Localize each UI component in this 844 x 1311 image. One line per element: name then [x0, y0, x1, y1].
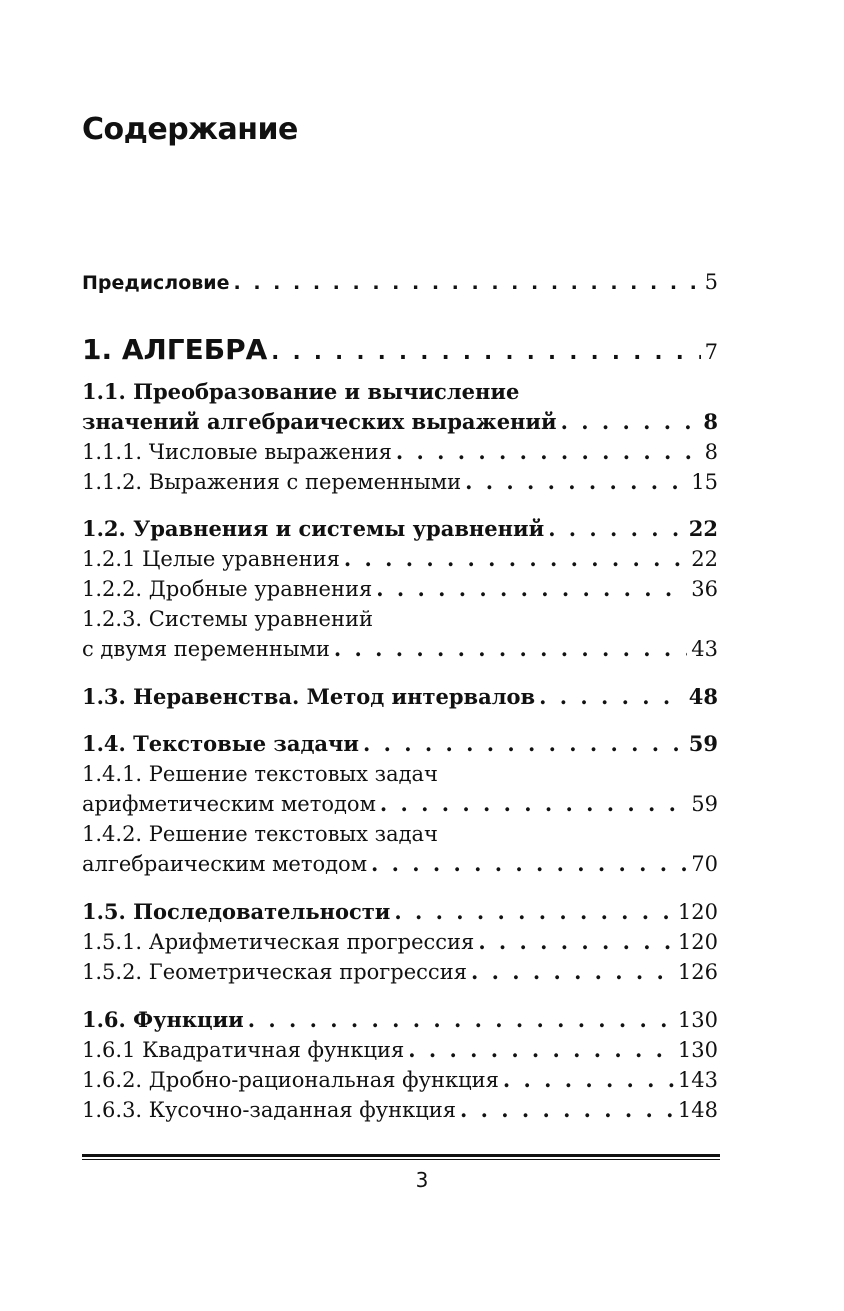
toc-page: 120: [677, 930, 718, 954]
toc-label: 1.2. Уравнения и системы уравнений: [82, 516, 545, 541]
toc-page: 7: [704, 340, 718, 364]
toc-label: 1.6.3. Кусочно-заданная функция: [82, 1098, 456, 1122]
page-title: Содержание: [82, 112, 298, 147]
toc-page: 130: [677, 1038, 718, 1062]
dot-leader: [380, 789, 687, 819]
toc-label-line1: 1.4.2. Решение текстовых задач: [82, 822, 438, 846]
toc-label: 1.4. Текстовые задачи: [82, 731, 359, 756]
toc-label-line1: 1.4.1. Решение текстовых задач: [82, 762, 438, 786]
toc-label: значений алгебраических выражений: [82, 409, 557, 434]
toc-entry-1-6[interactable]: [82, 1005, 718, 1035]
dot-leader: [465, 467, 687, 497]
dot-leader: [408, 1035, 674, 1065]
dot-leader: [248, 1005, 674, 1035]
toc-page: 22: [691, 547, 718, 571]
dot-leader: [471, 957, 674, 987]
toc-page: 22: [688, 516, 718, 541]
toc-page: 130: [677, 1008, 718, 1032]
toc-label: 1.5. Последовательности: [82, 899, 391, 924]
toc-label: 1.2.1 Целые уравнения: [82, 547, 340, 571]
toc-label: 1.2.2. Дробные уравнения: [82, 577, 373, 601]
toc-page: 120: [677, 900, 718, 924]
footer-rule-thin: [82, 1159, 720, 1160]
dot-leader: [334, 634, 687, 664]
toc-page: 8: [703, 409, 718, 434]
toc-label-line1: 1.1. Преобразование и вычисление: [82, 379, 520, 404]
toc-entry-1-2-3[interactable]: [82, 634, 718, 664]
dot-leader: [548, 514, 685, 544]
toc-page: 59: [688, 731, 718, 756]
dot-leader: [503, 1065, 674, 1095]
toc-entry-1-4-2[interactable]: [82, 849, 718, 879]
toc-page: 59: [691, 792, 718, 816]
toc-entry-1-5-1[interactable]: [82, 927, 718, 957]
dot-leader: [394, 897, 674, 927]
toc-label: 1.5.2. Геометрическая прогрессия: [82, 960, 467, 984]
footer-rule-thick: [82, 1154, 720, 1157]
toc-entry-1-3[interactable]: [82, 682, 718, 712]
toc-entry-1-1[interactable]: [82, 407, 718, 437]
toc-entry-preface[interactable]: [82, 267, 718, 297]
toc-page: 36: [691, 577, 718, 601]
dot-leader: [561, 407, 700, 437]
dot-leader: [376, 574, 687, 604]
toc-label: 1.1.2. Выражения с переменными: [82, 470, 462, 494]
toc-label: 1.5.1. Арифметическая прогрессия: [82, 930, 475, 954]
toc-label: 1.3. Неравенства. Метод интервалов: [82, 684, 536, 709]
dot-leader: [478, 927, 674, 957]
toc-entry-1-6-2[interactable]: [82, 1065, 718, 1095]
dot-leader: [396, 437, 701, 467]
dot-leader: [539, 682, 685, 712]
toc-page: 8: [704, 440, 718, 464]
dot-leader: [234, 268, 701, 298]
dot-leader: [460, 1095, 674, 1125]
toc-entry-1-5-2[interactable]: [82, 957, 718, 987]
toc-label: 1.1.1. Числовые выражения: [82, 440, 392, 464]
toc-page: 5: [704, 270, 718, 294]
toc-entry-1-4[interactable]: [82, 729, 718, 759]
toc-entry-1-2-2[interactable]: [82, 574, 718, 604]
toc-label: 1.6. Функции: [82, 1007, 244, 1032]
toc-entry-1-6-1[interactable]: [82, 1035, 718, 1065]
toc-entry-1-6-3[interactable]: [82, 1095, 718, 1125]
toc-entry-1-1-2[interactable]: [82, 467, 718, 497]
toc-entry-1-2-1[interactable]: [82, 544, 718, 574]
toc-page: 148: [677, 1098, 718, 1122]
toc-entry-1-5[interactable]: [82, 897, 718, 927]
toc-entry-1-2[interactable]: [82, 514, 718, 544]
toc-label: 1.6.2. Дробно-рациональная функция: [82, 1068, 499, 1092]
toc-label-line1: 1.2.3. Системы уравнений: [82, 607, 373, 631]
dot-leader: [363, 729, 685, 759]
toc-page: 15: [691, 470, 718, 494]
toc-entry-1-4-1[interactable]: [82, 789, 718, 819]
toc-page: 126: [677, 960, 718, 984]
toc-label: 1. АЛГЕБРА: [82, 333, 268, 366]
toc-label: алгебраическим методом: [82, 852, 368, 876]
dot-leader: [271, 334, 700, 370]
toc-label: арифметическим методом: [82, 792, 376, 816]
page-number: 3: [415, 1168, 429, 1192]
toc-label: с двумя переменными: [82, 637, 330, 661]
toc-page: 48: [688, 684, 718, 709]
toc-page: 143: [677, 1068, 718, 1092]
dot-leader: [344, 544, 687, 574]
toc-label: 1.6.1 Квадратичная функция: [82, 1038, 405, 1062]
toc-page: 70: [691, 852, 718, 876]
toc-entry-1-1-1[interactable]: [82, 437, 718, 467]
toc-entry-algebra[interactable]: [82, 332, 718, 368]
toc-page: 43: [691, 637, 718, 661]
toc-label: Предисловие: [82, 272, 230, 294]
dot-leader: [371, 849, 687, 879]
